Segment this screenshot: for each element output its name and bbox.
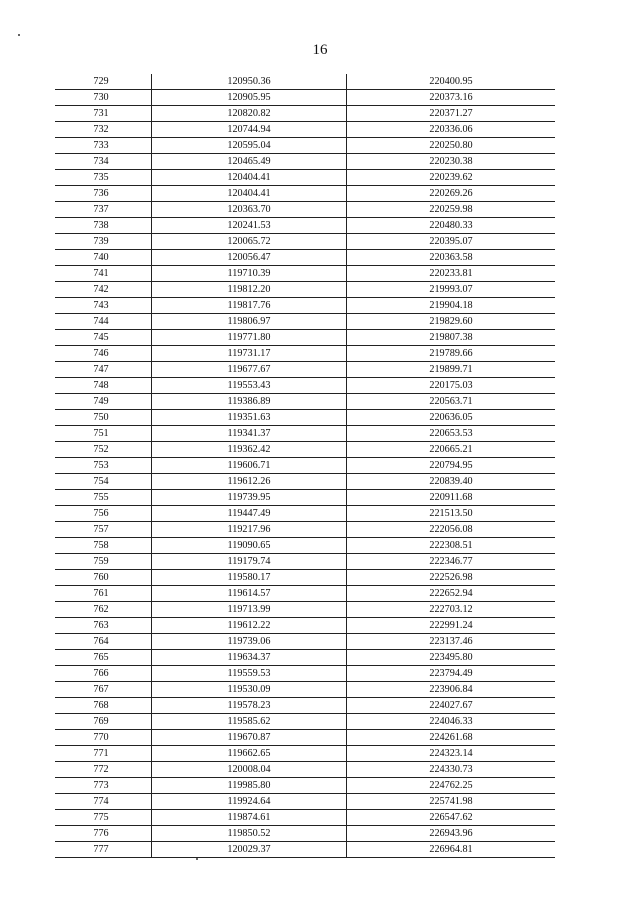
point-number-cell: 730	[55, 90, 152, 106]
x-coordinate-cell: 119580.17	[152, 570, 347, 586]
point-number-cell: 757	[55, 522, 152, 538]
x-coordinate-cell: 119612.26	[152, 474, 347, 490]
table-row	[55, 266, 555, 282]
point-number-cell: 768	[55, 698, 152, 714]
table-row	[55, 554, 555, 570]
table-row	[55, 186, 555, 202]
point-number-cell: 755	[55, 490, 152, 506]
y-coordinate-cell: 220250.80	[347, 138, 556, 154]
point-number-cell: 762	[55, 602, 152, 618]
table-row	[55, 586, 555, 602]
y-coordinate-cell: 225741.98	[347, 794, 556, 810]
x-coordinate-cell: 119713.99	[152, 602, 347, 618]
table-row	[55, 698, 555, 714]
y-coordinate-cell: 220373.16	[347, 90, 556, 106]
x-coordinate-cell: 119386.89	[152, 394, 347, 410]
table-row	[55, 650, 555, 666]
y-coordinate-cell: 223794.49	[347, 666, 556, 682]
point-number-cell: 729	[55, 74, 152, 90]
x-coordinate-cell: 119812.20	[152, 282, 347, 298]
x-coordinate-cell: 119874.61	[152, 810, 347, 826]
table-row	[55, 106, 555, 122]
y-coordinate-cell: 220371.27	[347, 106, 556, 122]
y-coordinate-cell: 222526.98	[347, 570, 556, 586]
x-coordinate-cell: 120820.82	[152, 106, 347, 122]
point-number-cell: 753	[55, 458, 152, 474]
table-row	[55, 762, 555, 778]
point-number-cell: 765	[55, 650, 152, 666]
point-number-cell: 749	[55, 394, 152, 410]
point-number-cell: 764	[55, 634, 152, 650]
y-coordinate-cell: 224330.73	[347, 762, 556, 778]
point-number-cell: 737	[55, 202, 152, 218]
x-coordinate-cell: 119850.52	[152, 826, 347, 842]
y-coordinate-cell: 224762.25	[347, 778, 556, 794]
table-row	[55, 250, 555, 266]
point-number-cell: 738	[55, 218, 152, 234]
x-coordinate-cell: 120404.41	[152, 170, 347, 186]
table-row	[55, 202, 555, 218]
point-number-cell: 766	[55, 666, 152, 682]
y-coordinate-cell: 224027.67	[347, 698, 556, 714]
x-coordinate-cell: 119553.43	[152, 378, 347, 394]
y-coordinate-cell: 222652.94	[347, 586, 556, 602]
x-coordinate-cell: 119090.65	[152, 538, 347, 554]
point-number-cell: 744	[55, 314, 152, 330]
y-coordinate-cell: 220239.62	[347, 170, 556, 186]
point-number-cell: 741	[55, 266, 152, 282]
table-row	[55, 426, 555, 442]
point-number-cell: 751	[55, 426, 152, 442]
table-row	[55, 570, 555, 586]
y-coordinate-cell: 219904.18	[347, 298, 556, 314]
scan-speck	[18, 34, 20, 36]
table-row	[55, 746, 555, 762]
y-coordinate-cell: 219789.66	[347, 346, 556, 362]
point-number-cell: 760	[55, 570, 152, 586]
y-coordinate-cell: 220839.40	[347, 474, 556, 490]
x-coordinate-cell: 119771.80	[152, 330, 347, 346]
x-coordinate-cell: 119634.37	[152, 650, 347, 666]
point-number-cell: 745	[55, 330, 152, 346]
y-coordinate-cell: 224323.14	[347, 746, 556, 762]
table-row	[55, 810, 555, 826]
table-row	[55, 362, 555, 378]
x-coordinate-cell: 119217.96	[152, 522, 347, 538]
point-number-cell: 733	[55, 138, 152, 154]
x-coordinate-cell: 120065.72	[152, 234, 347, 250]
table-row	[55, 730, 555, 746]
table-row	[55, 458, 555, 474]
x-coordinate-cell: 119614.57	[152, 586, 347, 602]
y-coordinate-cell: 220563.71	[347, 394, 556, 410]
point-number-cell: 776	[55, 826, 152, 842]
x-coordinate-cell: 119606.71	[152, 458, 347, 474]
point-number-cell: 754	[55, 474, 152, 490]
y-coordinate-cell: 220175.03	[347, 378, 556, 394]
y-coordinate-cell: 226943.96	[347, 826, 556, 842]
table-row	[55, 842, 555, 858]
y-coordinate-cell: 219993.07	[347, 282, 556, 298]
table-row	[55, 522, 555, 538]
y-coordinate-cell: 221513.50	[347, 506, 556, 522]
table-row	[55, 314, 555, 330]
x-coordinate-cell: 119924.64	[152, 794, 347, 810]
table-row	[55, 490, 555, 506]
x-coordinate-cell: 119710.39	[152, 266, 347, 282]
scan-speck	[196, 858, 198, 860]
x-coordinate-cell: 120744.94	[152, 122, 347, 138]
table-row	[55, 74, 555, 90]
y-coordinate-cell: 222346.77	[347, 554, 556, 570]
y-coordinate-cell: 220400.95	[347, 74, 556, 90]
table-row	[55, 602, 555, 618]
x-coordinate-cell: 119739.95	[152, 490, 347, 506]
x-coordinate-cell: 119731.17	[152, 346, 347, 362]
x-coordinate-cell: 119817.76	[152, 298, 347, 314]
x-coordinate-cell: 119351.63	[152, 410, 347, 426]
x-coordinate-cell: 119578.23	[152, 698, 347, 714]
table-row	[55, 634, 555, 650]
table-row	[55, 90, 555, 106]
y-coordinate-cell: 220233.81	[347, 266, 556, 282]
point-number-cell: 763	[55, 618, 152, 634]
table-row	[55, 394, 555, 410]
point-number-cell: 770	[55, 730, 152, 746]
y-coordinate-cell: 226964.81	[347, 842, 556, 858]
table-row	[55, 682, 555, 698]
y-coordinate-cell: 220665.21	[347, 442, 556, 458]
y-coordinate-cell: 222056.08	[347, 522, 556, 538]
x-coordinate-cell: 120595.04	[152, 138, 347, 154]
point-number-cell: 742	[55, 282, 152, 298]
x-coordinate-cell: 119806.97	[152, 314, 347, 330]
x-coordinate-cell: 120008.04	[152, 762, 347, 778]
point-number-cell: 767	[55, 682, 152, 698]
y-coordinate-cell: 220480.33	[347, 218, 556, 234]
x-coordinate-cell: 119447.49	[152, 506, 347, 522]
point-number-cell: 748	[55, 378, 152, 394]
table-row	[55, 714, 555, 730]
point-number-cell: 735	[55, 170, 152, 186]
x-coordinate-cell: 120905.95	[152, 90, 347, 106]
y-coordinate-cell: 220336.06	[347, 122, 556, 138]
y-coordinate-cell: 220269.26	[347, 186, 556, 202]
table-row	[55, 234, 555, 250]
table-row	[55, 618, 555, 634]
table-row	[55, 442, 555, 458]
x-coordinate-cell: 119612.22	[152, 618, 347, 634]
y-coordinate-cell: 220230.38	[347, 154, 556, 170]
x-coordinate-cell: 119985.80	[152, 778, 347, 794]
point-number-cell: 758	[55, 538, 152, 554]
table-row	[55, 794, 555, 810]
y-coordinate-cell: 220794.95	[347, 458, 556, 474]
y-coordinate-cell: 223495.80	[347, 650, 556, 666]
x-coordinate-cell: 119670.87	[152, 730, 347, 746]
table-row	[55, 138, 555, 154]
x-coordinate-cell: 119677.67	[152, 362, 347, 378]
table-row	[55, 378, 555, 394]
table-row	[55, 298, 555, 314]
point-number-cell: 773	[55, 778, 152, 794]
table-row	[55, 282, 555, 298]
x-coordinate-cell: 120465.49	[152, 154, 347, 170]
x-coordinate-cell: 119662.65	[152, 746, 347, 762]
x-coordinate-cell: 120029.37	[152, 842, 347, 858]
point-number-cell: 777	[55, 842, 152, 858]
point-number-cell: 734	[55, 154, 152, 170]
y-coordinate-cell: 219899.71	[347, 362, 556, 378]
page-number: 16	[312, 42, 328, 58]
y-coordinate-cell: 223137.46	[347, 634, 556, 650]
x-coordinate-cell: 120363.70	[152, 202, 347, 218]
table-row	[55, 170, 555, 186]
table-row	[55, 506, 555, 522]
point-number-cell: 731	[55, 106, 152, 122]
point-number-cell: 769	[55, 714, 152, 730]
y-coordinate-cell: 220653.53	[347, 426, 556, 442]
y-coordinate-cell: 226547.62	[347, 810, 556, 826]
x-coordinate-cell: 119179.74	[152, 554, 347, 570]
x-coordinate-cell: 119585.62	[152, 714, 347, 730]
table-row	[55, 474, 555, 490]
y-coordinate-cell: 222308.51	[347, 538, 556, 554]
x-coordinate-cell: 120404.41	[152, 186, 347, 202]
y-coordinate-cell: 220363.58	[347, 250, 556, 266]
y-coordinate-cell: 219829.60	[347, 314, 556, 330]
point-number-cell: 756	[55, 506, 152, 522]
point-number-cell: 740	[55, 250, 152, 266]
y-coordinate-cell: 222703.12	[347, 602, 556, 618]
x-coordinate-cell: 119530.09	[152, 682, 347, 698]
x-coordinate-cell: 119362.42	[152, 442, 347, 458]
point-number-cell: 736	[55, 186, 152, 202]
table-row	[55, 218, 555, 234]
table-row	[55, 330, 555, 346]
x-coordinate-cell: 120056.47	[152, 250, 347, 266]
table-row	[55, 666, 555, 682]
point-number-cell: 774	[55, 794, 152, 810]
y-coordinate-cell: 224046.33	[347, 714, 556, 730]
point-number-cell: 771	[55, 746, 152, 762]
point-number-cell: 750	[55, 410, 152, 426]
y-coordinate-cell: 224261.68	[347, 730, 556, 746]
table-row	[55, 122, 555, 138]
coordinates-table	[55, 74, 555, 858]
point-number-cell: 772	[55, 762, 152, 778]
y-coordinate-cell: 220911.68	[347, 490, 556, 506]
point-number-cell: 759	[55, 554, 152, 570]
table-row	[55, 410, 555, 426]
y-coordinate-cell: 220636.05	[347, 410, 556, 426]
point-number-cell: 746	[55, 346, 152, 362]
y-coordinate-cell: 222991.24	[347, 618, 556, 634]
x-coordinate-cell: 119739.06	[152, 634, 347, 650]
x-coordinate-cell: 120950.36	[152, 74, 347, 90]
point-number-cell: 743	[55, 298, 152, 314]
x-coordinate-cell: 119559.53	[152, 666, 347, 682]
x-coordinate-cell: 120241.53	[152, 218, 347, 234]
point-number-cell: 747	[55, 362, 152, 378]
y-coordinate-cell: 220395.07	[347, 234, 556, 250]
table-row	[55, 154, 555, 170]
point-number-cell: 739	[55, 234, 152, 250]
y-coordinate-cell: 220259.98	[347, 202, 556, 218]
table-row	[55, 346, 555, 362]
table-row	[55, 826, 555, 842]
table-row	[55, 778, 555, 794]
point-number-cell: 732	[55, 122, 152, 138]
table-body	[55, 74, 555, 858]
point-number-cell: 752	[55, 442, 152, 458]
y-coordinate-cell: 223906.84	[347, 682, 556, 698]
point-number-cell: 775	[55, 810, 152, 826]
point-number-cell: 761	[55, 586, 152, 602]
y-coordinate-cell: 219807.38	[347, 330, 556, 346]
table-row	[55, 538, 555, 554]
x-coordinate-cell: 119341.37	[152, 426, 347, 442]
